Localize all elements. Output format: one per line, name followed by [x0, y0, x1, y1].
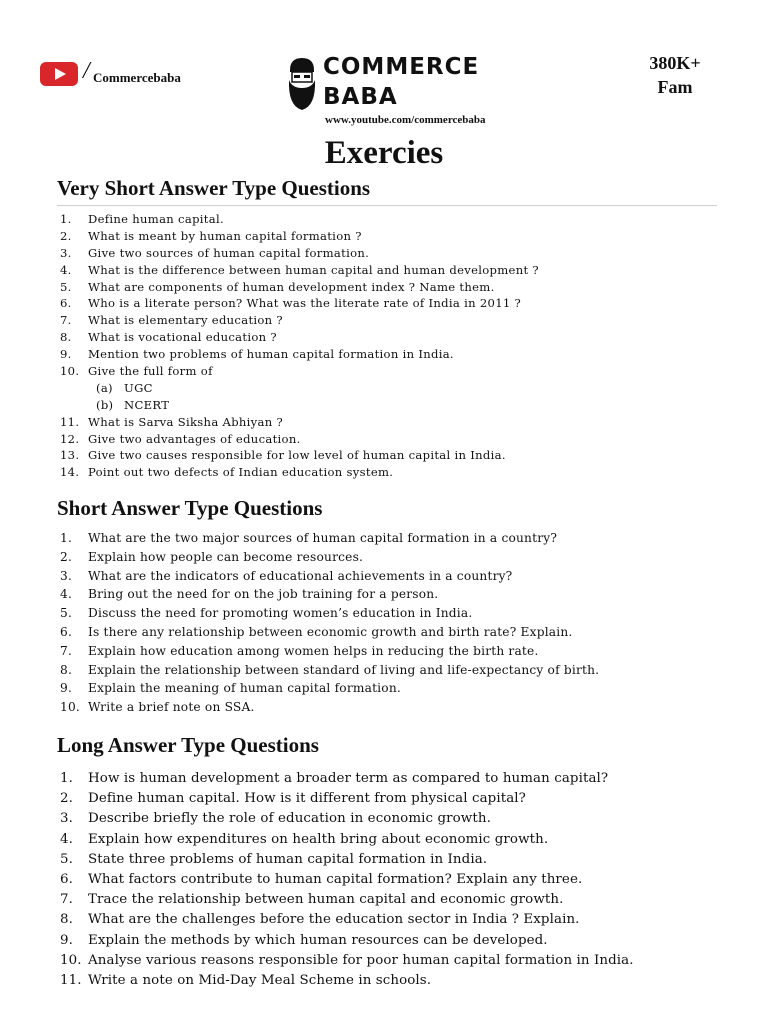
question-text: What are components of human development index ? Name them.	[88, 279, 495, 294]
fan-count-label: Fam	[657, 77, 693, 97]
question-text: Describe briefly the role of education in economic growth.	[88, 811, 491, 827]
question-number: 2.	[60, 228, 72, 243]
question-text: Explain how expenditures on health bring about economic growth.	[88, 831, 549, 847]
question-text: What is meant by human capital formation ?	[88, 228, 362, 243]
question-text: What are the two major sources of human capital formation in a country?	[88, 531, 558, 545]
question-item	[60, 212, 539, 229]
question-number: (b)	[96, 397, 114, 412]
very-short-section-title: Very Short Answer Type Questions	[57, 176, 371, 200]
question-text: What is elementary education ?	[88, 313, 283, 328]
brand-line-2: BABA	[323, 84, 398, 110]
question-item	[60, 872, 634, 892]
question-item	[60, 229, 539, 246]
very-short-question-list	[60, 212, 539, 482]
question-number: 3.	[60, 245, 72, 260]
question-item	[60, 644, 599, 663]
question-item	[60, 347, 539, 364]
youtube-icon[interactable]	[40, 62, 78, 86]
question-item	[60, 263, 539, 280]
question-text: Define human capital. How is it different from physical capital?	[88, 791, 526, 807]
question-number: 5.	[60, 606, 73, 621]
question-number: 1.	[60, 212, 72, 226]
question-text: Discuss the need for promoting women’s education in India.	[88, 606, 473, 621]
question-text: Mention two problems of human capital formation in India.	[88, 347, 454, 362]
question-number: 8.	[60, 662, 73, 677]
question-text: Write a brief note on SSA.	[88, 700, 255, 715]
question-text: UGC	[124, 380, 153, 395]
question-number: 1.	[60, 771, 73, 786]
question-item	[60, 432, 539, 449]
question-item	[60, 892, 634, 912]
question-number: 13.	[60, 448, 80, 463]
question-text: What are the challenges before the education sector in India ? Explain.	[88, 912, 580, 928]
question-text: Explain the relationship between standard of living and life-expectancy of birth.	[88, 662, 600, 677]
question-item	[60, 587, 599, 606]
fan-count-number: 380K+	[649, 53, 701, 73]
question-item	[60, 398, 539, 415]
divider	[57, 205, 717, 206]
question-item	[60, 663, 599, 682]
question-text: What factors contribute to human capital formation? Explain any three.	[88, 871, 583, 887]
question-item	[60, 569, 599, 588]
question-item	[60, 933, 634, 953]
youtube-url[interactable]: www.youtube.com/commercebaba	[325, 114, 486, 126]
question-text: Give two causes responsible for low level of human capital in India.	[88, 448, 506, 463]
question-number: 14.	[60, 465, 80, 480]
question-number: 7.	[60, 313, 72, 328]
question-number: 8.	[60, 330, 72, 345]
question-item	[60, 912, 634, 932]
question-number: 5.	[60, 279, 72, 294]
question-number: 9.	[60, 932, 73, 948]
question-number: 10.	[60, 364, 80, 379]
question-item	[60, 330, 539, 347]
short-section-title: Short Answer Type Questions	[57, 496, 323, 520]
question-number: (a)	[96, 380, 113, 395]
question-item	[60, 852, 634, 872]
question-text: Analyse various reasons responsible for poor human capital formation in India.	[88, 952, 634, 968]
question-item	[60, 313, 539, 330]
question-number: 11.	[60, 414, 80, 429]
question-item	[60, 465, 539, 482]
question-text: Explain how education among women helps in reducing the birth rate.	[88, 643, 539, 658]
question-number: 3.	[60, 568, 73, 583]
channel-name: Commercebaba	[93, 70, 181, 85]
question-number: 2.	[60, 549, 73, 564]
question-item	[60, 606, 599, 625]
long-question-list	[60, 771, 634, 993]
question-item	[60, 531, 599, 550]
page-title: Exercies	[324, 135, 444, 171]
question-text: Explain how people can become resources.	[88, 549, 364, 564]
long-section-title: Long Answer Type Questions	[57, 733, 319, 757]
question-text: Point out two defects of Indian education system.	[88, 465, 394, 480]
question-number: 8.	[60, 912, 73, 928]
question-item	[60, 448, 539, 465]
fan-count	[640, 51, 710, 99]
question-number: 2.	[60, 791, 73, 807]
question-item	[60, 681, 599, 700]
question-item	[60, 832, 634, 852]
question-item	[60, 953, 634, 973]
question-number: 12.	[60, 431, 80, 446]
question-text: Bring out the need for on the job training for a person.	[88, 587, 439, 602]
question-number: 3.	[60, 811, 73, 827]
slash-separator: /	[83, 58, 90, 84]
question-number: 4.	[60, 831, 73, 847]
question-item	[60, 550, 599, 569]
question-item	[60, 364, 539, 381]
question-text: Explain the methods by which human resources can be developed.	[88, 932, 548, 948]
question-number: 5.	[60, 851, 73, 867]
question-item	[60, 246, 539, 263]
question-number: 7.	[60, 892, 73, 908]
question-item	[60, 811, 634, 831]
question-number: 4.	[60, 262, 72, 277]
question-number: 11.	[60, 972, 82, 988]
short-question-list	[60, 531, 599, 719]
question-item	[60, 771, 634, 791]
question-text: Give two advantages of education.	[88, 431, 301, 446]
brand-line-1: COMMERCE	[323, 54, 480, 80]
question-item	[60, 296, 539, 313]
question-item	[60, 415, 539, 432]
question-text: What are the indicators of educational achievements in a country?	[88, 568, 513, 583]
question-number: 9.	[60, 347, 72, 362]
question-text: Trace the relationship between human capital and economic growth.	[88, 892, 564, 908]
question-text: Explain the meaning of human capital formation.	[88, 681, 401, 696]
question-item	[60, 791, 634, 811]
question-item	[60, 280, 539, 297]
question-text: What is Sarva Siksha Abhiyan ?	[88, 414, 284, 429]
question-text: How is human development a broader term as compared to human capital?	[88, 771, 609, 786]
question-item	[60, 625, 599, 644]
question-item	[60, 700, 599, 719]
question-number: 9.	[60, 681, 73, 696]
question-number: 7.	[60, 643, 73, 658]
question-number: 6.	[60, 871, 73, 887]
question-text: Give the full form of	[88, 364, 213, 379]
question-item	[60, 381, 539, 398]
question-text: What is the difference between human capital and human development ?	[88, 262, 539, 277]
question-number: 6.	[60, 624, 73, 639]
question-text: Define human capital.	[88, 212, 224, 226]
question-text: Give two sources of human capital formation.	[88, 245, 370, 260]
question-number: 10.	[60, 952, 82, 968]
question-text: NCERT	[124, 397, 170, 412]
question-item	[60, 973, 634, 993]
question-text: Is there any relationship between economic growth and birth rate? Explain.	[88, 624, 573, 639]
question-text: Who is a literate person? What was the literate rate of India in 2011 ?	[88, 296, 522, 311]
question-number: 4.	[60, 587, 73, 602]
question-number: 10.	[60, 700, 80, 715]
question-text: What is vocational education ?	[88, 330, 277, 345]
question-number: 6.	[60, 296, 72, 311]
question-text: Write a note on Mid-Day Meal Scheme in schools.	[88, 972, 432, 988]
question-text: State three problems of human capital formation in India.	[88, 851, 488, 867]
question-number: 1.	[60, 531, 73, 545]
bearded-man-logo-icon	[284, 56, 320, 112]
page-header	[0, 0, 768, 135]
